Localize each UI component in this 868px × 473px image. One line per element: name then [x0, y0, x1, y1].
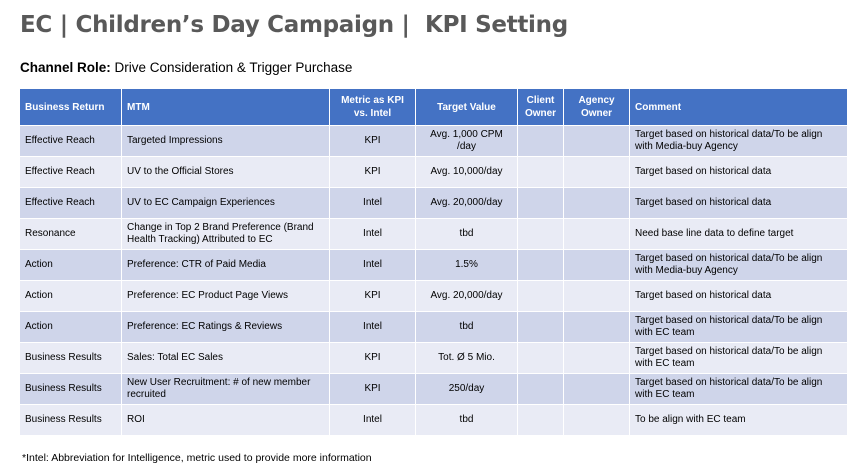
cell-client-owner [518, 312, 564, 343]
header-target-value: Target Value [416, 89, 518, 126]
cell-target-value: tbd [416, 219, 518, 250]
cell-target-value: 1.5% [416, 250, 518, 281]
cell-business-return: Resonance [20, 219, 122, 250]
cell-business-return: Business Results [20, 374, 122, 405]
cell-metric: KPI [330, 343, 416, 374]
cell-comment: Target based on historical data [630, 157, 848, 188]
cell-target-value: tbd [416, 312, 518, 343]
cell-agency-owner [564, 188, 630, 219]
table-row [20, 188, 848, 219]
table-row [20, 281, 848, 312]
cell-mtm: Sales: Total EC Sales [122, 343, 330, 374]
header-mtm: MTM [122, 89, 330, 126]
cell-business-return: Action [20, 312, 122, 343]
cell-metric: KPI [330, 281, 416, 312]
channel-role-label: Channel Role: [20, 60, 111, 75]
cell-target-value: Avg. 1,000 CPM /day [416, 126, 518, 157]
cell-agency-owner [564, 157, 630, 188]
cell-comment: Target based on historical data [630, 281, 848, 312]
cell-business-return: Action [20, 250, 122, 281]
cell-mtm: New User Recruitment: # of new member recruited [122, 374, 330, 405]
cell-mtm: UV to EC Campaign Experiences [122, 188, 330, 219]
cell-client-owner [518, 405, 564, 436]
cell-agency-owner [564, 343, 630, 374]
cell-agency-owner [564, 312, 630, 343]
table-row [20, 405, 848, 436]
cell-metric: Intel [330, 405, 416, 436]
cell-comment: To be align with EC team [630, 405, 848, 436]
cell-client-owner [518, 219, 564, 250]
table-row [20, 343, 848, 374]
cell-metric: KPI [330, 157, 416, 188]
cell-comment: Target based on historical data/To be align with Media-buy Agency [630, 126, 848, 157]
cell-business-return: Effective Reach [20, 188, 122, 219]
cell-agency-owner [564, 374, 630, 405]
header-metric: Metric as KPI vs. Intel [330, 89, 416, 126]
cell-client-owner [518, 157, 564, 188]
cell-agency-owner [564, 126, 630, 157]
cell-mtm: Preference: EC Product Page Views [122, 281, 330, 312]
cell-target-value: Avg. 10,000/day [416, 157, 518, 188]
cell-business-return: Business Results [20, 405, 122, 436]
table-row [20, 250, 848, 281]
cell-mtm: ROI [122, 405, 330, 436]
cell-target-value: Avg. 20,000/day [416, 281, 518, 312]
cell-client-owner [518, 188, 564, 219]
table-row [20, 312, 848, 343]
cell-comment: Target based on historical data [630, 188, 848, 219]
cell-metric: Intel [330, 250, 416, 281]
cell-comment: Target based on historical data/To be align with EC team [630, 343, 848, 374]
cell-metric: Intel [330, 219, 416, 250]
cell-mtm: Targeted Impressions [122, 126, 330, 157]
table-row [20, 157, 848, 188]
cell-agency-owner [564, 405, 630, 436]
cell-comment: Target based on historical data/To be align with Media-buy Agency [630, 250, 848, 281]
cell-mtm: Change in Top 2 Brand Preference (Brand Health Tracking) Attributed to EC [122, 219, 330, 250]
cell-mtm: Preference: EC Ratings & Reviews [122, 312, 330, 343]
header-agency-owner: Agency Owner [564, 89, 630, 126]
cell-business-return: Effective Reach [20, 157, 122, 188]
cell-target-value: tbd [416, 405, 518, 436]
channel-role-value: Drive Consideration & Trigger Purchase [114, 60, 353, 75]
table-row [20, 374, 848, 405]
cell-metric: Intel [330, 188, 416, 219]
channel-role [20, 60, 352, 75]
cell-agency-owner [564, 250, 630, 281]
header-comment: Comment [630, 89, 848, 126]
cell-mtm: UV to the Official Stores [122, 157, 330, 188]
cell-target-value: 250/day [416, 374, 518, 405]
cell-target-value: Avg. 20,000/day [416, 188, 518, 219]
footnote: *Intel: Abbreviation for Intelligence, metric used to provide more information [22, 452, 372, 464]
header-business-return: Business Return [20, 89, 122, 126]
page-title: EC | Children’s Day Campaign | KPI Setting [20, 12, 568, 38]
kpi-table [19, 88, 848, 436]
cell-mtm: Preference: CTR of Paid Media [122, 250, 330, 281]
cell-business-return: Effective Reach [20, 126, 122, 157]
cell-client-owner [518, 250, 564, 281]
header-client-owner: Client Owner [518, 89, 564, 126]
cell-business-return: Business Results [20, 343, 122, 374]
cell-client-owner [518, 343, 564, 374]
cell-agency-owner [564, 219, 630, 250]
table-row [20, 219, 848, 250]
cell-client-owner [518, 281, 564, 312]
table-header-row [20, 89, 848, 126]
cell-client-owner [518, 126, 564, 157]
cell-agency-owner [564, 281, 630, 312]
cell-target-value: Tot. Ø 5 Mio. [416, 343, 518, 374]
cell-comment: Target based on historical data/To be align with EC team [630, 374, 848, 405]
cell-comment: Need base line data to define target [630, 219, 848, 250]
cell-client-owner [518, 374, 564, 405]
table-row [20, 126, 848, 157]
cell-metric: KPI [330, 126, 416, 157]
cell-comment: Target based on historical data/To be align with EC team [630, 312, 848, 343]
cell-metric: Intel [330, 312, 416, 343]
cell-metric: KPI [330, 374, 416, 405]
cell-business-return: Action [20, 281, 122, 312]
